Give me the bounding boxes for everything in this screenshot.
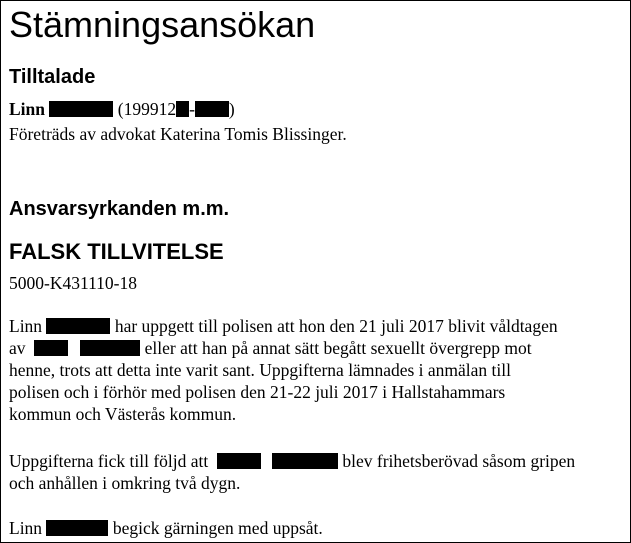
redacted-first-name xyxy=(34,340,68,356)
paragraph1-line1 xyxy=(9,315,558,337)
id-close: ) xyxy=(228,99,235,119)
paragraph2-line2: och anhållen i omkring två dygn. xyxy=(9,473,241,493)
p1-l1-start: Linn xyxy=(9,316,43,336)
document-title: Stämningsansökan xyxy=(9,4,316,45)
redacted-surname xyxy=(46,520,108,536)
paragraph1-line3: henne, trots att detta inte varit sant. Uppgifterna lämnades i anmälan till xyxy=(9,360,511,380)
redacted-surname xyxy=(272,453,338,469)
paragraph1-line4: polisen och i förhör med polisen den 21-22 juli 2017 i Hallstahammars xyxy=(9,382,506,402)
paragraph2-line1 xyxy=(9,450,575,472)
redacted-id-part-1 xyxy=(176,101,189,117)
p1-l1-end: har uppgett till polisen att hon den 21 juli 2017 blivit våldtagen xyxy=(114,316,558,336)
redacted-surname xyxy=(80,340,140,356)
charge-heading: FALSK TILLVITELSE xyxy=(9,239,224,264)
redacted-first-name xyxy=(217,453,261,469)
p2-l1-end: blev frihetsberövad såsom gripen xyxy=(342,451,576,471)
paragraph1-line2 xyxy=(9,337,532,359)
section-heading-ansvar: Ansvarsyrkanden m.m. xyxy=(9,198,230,220)
represented-line: Företräds av advokat Katerina Tomis Blissinger. xyxy=(9,124,347,144)
id-dash: - xyxy=(189,99,195,119)
p1-l2-end: eller att han på annat sätt begått sexuellt övergrepp mot xyxy=(144,338,532,358)
p3-end: begick gärningen med uppsåt. xyxy=(112,518,323,538)
paragraph3-line1 xyxy=(9,517,323,539)
p1-l2-start: av xyxy=(9,338,26,358)
redacted-id-part-2 xyxy=(195,101,229,117)
section-heading-tilltalade: Tilltalade xyxy=(9,66,96,88)
redacted-surname xyxy=(46,318,110,334)
p2-l1-start: Uppgifterna fick till följd att xyxy=(9,451,209,471)
p3-start: Linn xyxy=(9,518,43,538)
case-number: 5000-K431110-18 xyxy=(9,273,137,293)
redacted-surname xyxy=(49,101,113,117)
defendant-first-name: Linn xyxy=(9,99,45,119)
paragraph1-line5: kommun och Västerås kommun. xyxy=(9,404,237,424)
defendant-line xyxy=(9,98,235,120)
id-open: (199912 xyxy=(117,99,177,119)
